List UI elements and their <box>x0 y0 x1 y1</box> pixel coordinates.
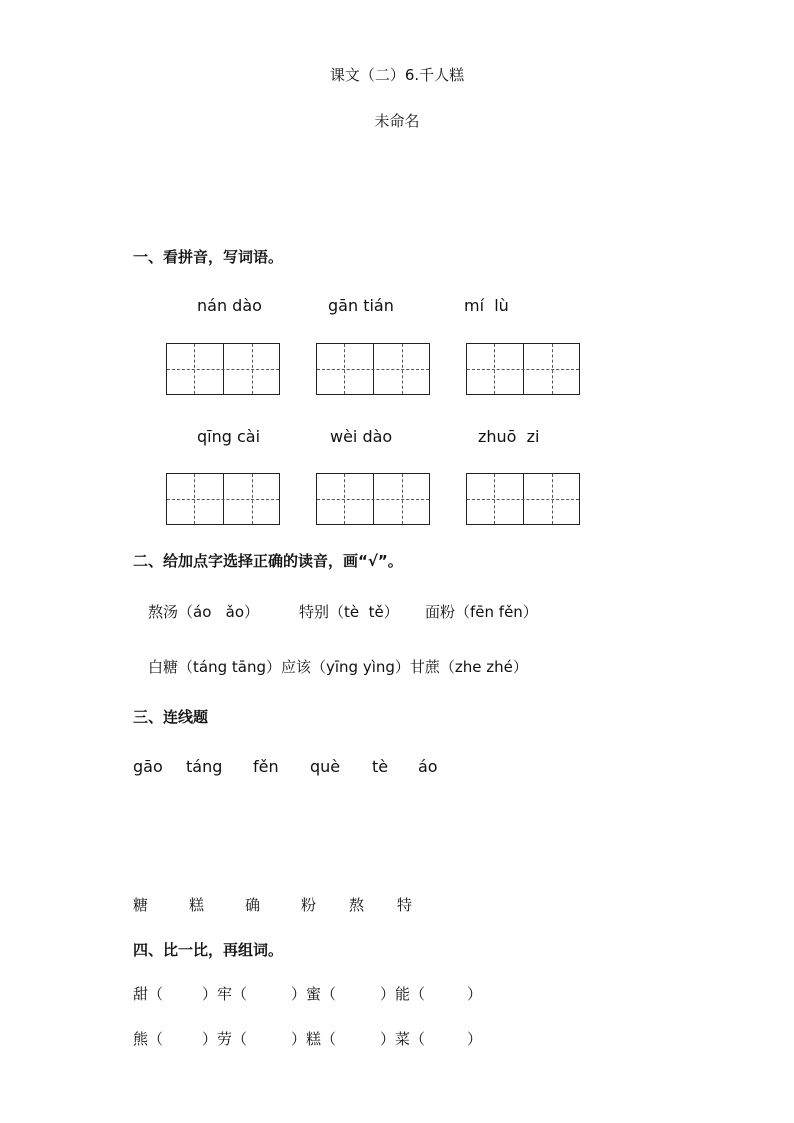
reading-choice-line: 白糖（táng tāng）应该（yīng yìng）甘蔗（zhe zhé） <box>148 658 528 676</box>
match-char[interactable]: 特 <box>397 896 413 914</box>
reading-choice: 面粉（fēn fěn） <box>425 603 538 621</box>
match-pinyin[interactable]: táng <box>186 757 223 776</box>
compare-char: 熊（ <box>133 1030 164 1048</box>
compare-char: ）劳（ <box>202 1030 248 1048</box>
writing-grid[interactable] <box>316 473 430 525</box>
match-char[interactable]: 粉 <box>301 896 317 914</box>
match-pinyin[interactable]: gāo <box>133 757 163 776</box>
section1-heading: 一、看拼音，写词语。 <box>133 248 284 266</box>
pinyin-word: nán dào <box>197 296 262 315</box>
reading-choice: 熬汤（áo ǎo） <box>148 603 260 621</box>
pinyin-word: zhuō zi <box>478 427 540 446</box>
writing-grid[interactable] <box>166 343 280 395</box>
match-pinyin[interactable]: tè <box>372 757 389 776</box>
writing-grid[interactable] <box>466 473 580 525</box>
compare-char: ） <box>467 1030 483 1048</box>
match-char[interactable]: 确 <box>245 896 261 914</box>
match-char[interactable]: 熬 <box>349 896 365 914</box>
compare-char: ）菜（ <box>380 1030 426 1048</box>
pinyin-word: qīng cài <box>197 427 261 446</box>
page-subtitle: 未命名 <box>374 112 420 130</box>
match-char[interactable]: 糕 <box>189 896 205 914</box>
match-pinyin[interactable]: áo <box>418 757 438 776</box>
match-pinyin[interactable]: fěn <box>253 757 279 776</box>
reading-choice: 特别（tè tě） <box>299 603 399 621</box>
writing-grid[interactable] <box>316 343 430 395</box>
match-char[interactable]: 糖 <box>133 896 149 914</box>
section3-heading: 三、连线题 <box>133 708 209 726</box>
section2-heading: 二、给加点字选择正确的读音，画“√”。 <box>133 552 403 570</box>
pinyin-word: wèi dào <box>330 427 393 446</box>
compare-char: ）蜜（ <box>291 985 337 1003</box>
compare-char: 甜（ <box>133 985 164 1003</box>
match-pinyin[interactable]: què <box>310 757 341 776</box>
writing-grid[interactable] <box>166 473 280 525</box>
section4-heading: 四、比一比，再组词。 <box>133 941 284 959</box>
pinyin-word: mí lù <box>464 296 509 315</box>
writing-grid[interactable] <box>466 343 580 395</box>
compare-char: ）能（ <box>380 985 426 1003</box>
compare-char: ）糕（ <box>291 1030 337 1048</box>
compare-char: ） <box>467 985 483 1003</box>
compare-char: ）牢（ <box>202 985 248 1003</box>
page-title: 课文（二）6.千人糕 <box>329 66 465 84</box>
pinyin-word: gān tián <box>328 296 394 315</box>
